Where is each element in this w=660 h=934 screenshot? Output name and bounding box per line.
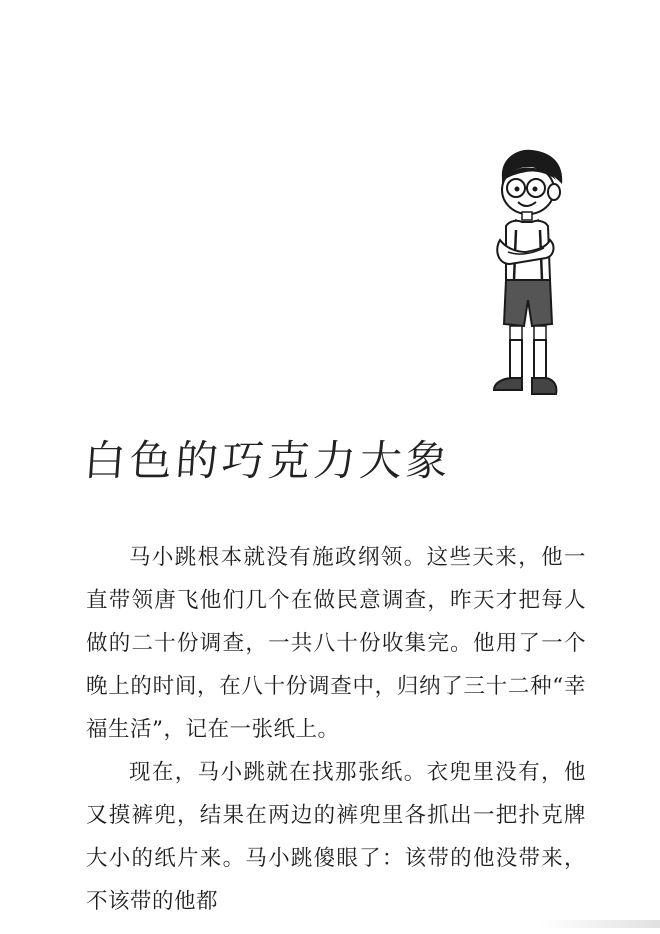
right-shoe (532, 378, 556, 394)
body-text (86, 536, 586, 923)
chapter-title: 白色的巧克力大象 (82, 436, 454, 485)
boy-with-glasses-illustration (470, 140, 580, 410)
paragraph: 现在，马小跳就在找那张纸。衣兜里没有，他又摸裤兜，结果在两边的裤兜里各抓出一把扑克牌大小的纸片来。马小跳傻眼了：该带的他没带来，不该带的他都 (86, 760, 586, 914)
scan-edge-smudge (540, 920, 660, 928)
right-sock (534, 340, 546, 378)
left-sock (510, 340, 522, 378)
paragraph: 马小跳根本就没有施政纲领。这些天来，他一直带领唐飞他们几个在做民意调查，昨天才把每人做的二十份调查，一共八十份收集完。他用了一个晚上的时间，在八十份调查中，归纳了三十二种“幸福生活”，记在一张纸上。 (86, 545, 586, 742)
shorts (504, 280, 552, 326)
left-shoe (494, 378, 522, 390)
